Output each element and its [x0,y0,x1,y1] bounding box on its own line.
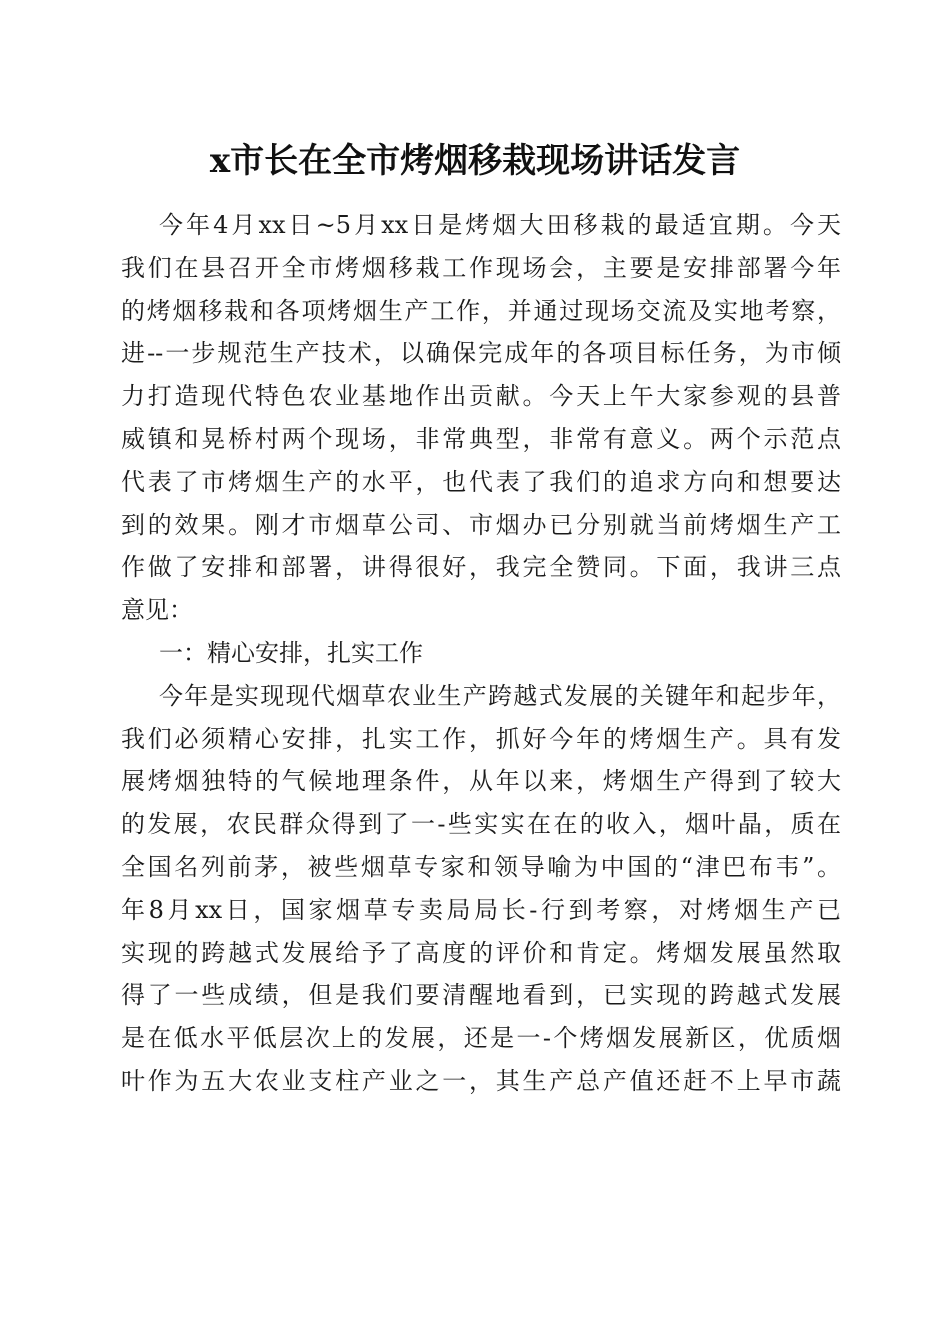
paragraph-line: 今年是实现现代烟草农业生产跨越式发展的关键年和起步年， [159,681,841,710]
paragraph-line: 威镇和晃桥村两个现场，非常典型，非常有意义。两个示范点 [121,424,841,453]
paragraph-line: 是在低水平低层次上的发展，还是一-个烤烟发展新区，优质烟 [121,1024,841,1053]
paragraph-line: 叶作为五大农业支柱产业之一，其生产总产值还赶不上早市蔬 [121,1066,841,1095]
document-body [121,204,841,1103]
paragraph-line: 实现的跨越式发展给予了高度的评价和肯定。烤烟发展虽然取 [121,938,841,967]
paragraph-line: 展烤烟独特的气候地理条件，从年以来，烤烟生产得到了较大 [121,767,841,796]
paragraph-line: 力打造现代特色农业基地作出贡献。今天上午大家参观的县普 [121,382,841,411]
paragraph-line: 我们在县召开全市烤烟移栽工作现场会，主要是安排部署今年 [121,253,841,282]
paragraph-line: 意见： [121,596,193,625]
paragraph-line: 一：精心安排，扎实工作 [159,638,423,667]
paragraph-line: 代表了市烤烟生产的水平，也代表了我们的追求方向和想要达 [121,467,841,496]
paragraph-line: 年8月xx日，国家烟草专卖局局长-行到考察，对烤烟生产已 [121,895,841,924]
paragraph-line: 到的效果。刚才市烟草公司、市烟办已分别就当前烤烟生产工 [121,510,841,539]
paragraph-line: 的烤烟移栽和各项烤烟生产工作，并通过现场交流及实地考察， [121,296,841,325]
paragraph-line: 作做了安排和部署，讲得很好，我完全赞同。下面，我讲三点 [121,553,841,582]
paragraph-line: 今年4月xx日~5月xx日是烤烟大田移栽的最适宜期。今天 [159,211,841,239]
paragraph-line: 的发展，农民群众得到了一-些实实在在的收入，烟叶晶，质在 [121,810,841,839]
paragraph-line: 得了一些成绩，但是我们要清醒地看到，已实现的跨越式发展 [121,981,841,1010]
paragraph-line: 全国名列前茅，被些烟草专家和领导喻为中国的“津巴布韦”。 [121,852,841,881]
paragraph-line: 我们必须精心安排，扎实工作，抓好今年的烤烟生产。具有发 [121,724,841,753]
document-title: x市长在全市烤烟移栽现场讲话发言 [209,141,741,181]
paragraph-line: 进--一步规范生产技术，以确保完成年的各项目标任务，为市倾 [121,339,841,368]
